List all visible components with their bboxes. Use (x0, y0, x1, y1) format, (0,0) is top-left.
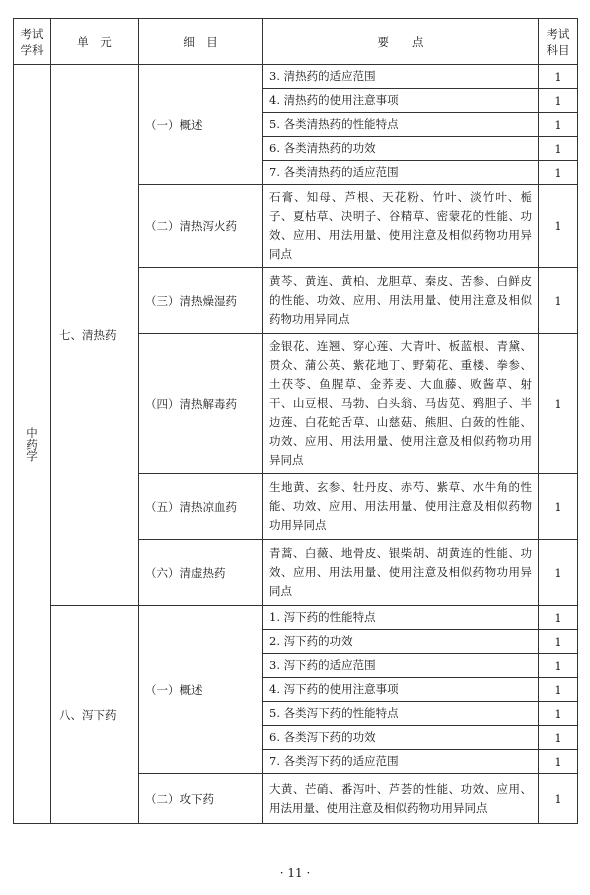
detail-cell: （四）清热解毒药 (139, 334, 263, 474)
count-cell: 1 (539, 113, 578, 137)
header-count: 考试科目 (539, 19, 578, 65)
point-cell: 5. 各类清热药的性能特点 (263, 113, 539, 137)
header-subject: 考试学科 (14, 19, 51, 65)
count-cell: 1 (539, 540, 578, 606)
detail-cell: （五）清热凉血药 (139, 474, 263, 540)
header-detail: 细 目 (139, 19, 263, 65)
count-cell: 1 (539, 161, 578, 185)
table-row (14, 606, 578, 630)
point-cell: 黄芩、黄连、黄柏、龙胆草、秦皮、苦参、白鲜皮的性能、功效、应用、用法用量、使用注意及相似药物功用异同点 (263, 268, 539, 334)
detail-cell: （一）概述 (139, 606, 263, 774)
syllabus-table (13, 18, 578, 824)
point-cell: 6. 各类清热药的功效 (263, 137, 539, 161)
count-cell: 1 (539, 137, 578, 161)
count-cell: 1 (539, 654, 578, 678)
count-cell: 1 (539, 678, 578, 702)
point-cell: 4. 泻下药的使用注意事项 (263, 678, 539, 702)
count-cell: 1 (539, 334, 578, 474)
point-cell: 7. 各类清热药的适应范围 (263, 161, 539, 185)
point-cell: 青蒿、白薇、地骨皮、银柴胡、胡黄连的性能、功效、应用、用法用量、使用注意及相似药物功用异同点 (263, 540, 539, 606)
count-cell: 1 (539, 474, 578, 540)
header-row (14, 19, 578, 65)
point-cell: 2. 泻下药的功效 (263, 630, 539, 654)
page-number: · 11 · (279, 866, 311, 880)
count-cell: 1 (539, 268, 578, 334)
count-cell: 1 (539, 65, 578, 89)
point-cell: 5. 各类泻下药的性能特点 (263, 702, 539, 726)
point-cell: 生地黄、玄参、牡丹皮、赤芍、紫草、水牛角的性能、功效、应用、用法用量、使用注意及相似药物功用异同点 (263, 474, 539, 540)
count-cell: 1 (539, 774, 578, 824)
header-unit: 单 元 (51, 19, 139, 65)
count-cell: 1 (539, 185, 578, 268)
detail-cell: （二）清热泻火药 (139, 185, 263, 268)
point-cell: 石膏、知母、芦根、天花粉、竹叶、淡竹叶、栀子、夏枯草、决明子、谷精草、密蒙花的性能、功效、应用、用法用量、使用注意及相似药物功用异同点 (263, 185, 539, 268)
detail-cell: （二）攻下药 (139, 774, 263, 824)
table-row (14, 65, 578, 89)
count-cell: 1 (539, 702, 578, 726)
count-cell: 1 (539, 630, 578, 654)
header-points: 要 点 (263, 19, 539, 65)
point-cell: 3. 清热药的适应范围 (263, 65, 539, 89)
count-cell: 1 (539, 89, 578, 113)
point-cell: 7. 各类泻下药的适应范围 (263, 750, 539, 774)
point-cell: 3. 泻下药的适应范围 (263, 654, 539, 678)
detail-cell: （六）清虚热药 (139, 540, 263, 606)
detail-cell: （三）清热燥湿药 (139, 268, 263, 334)
count-cell: 1 (539, 606, 578, 630)
point-cell: 1. 泻下药的性能特点 (263, 606, 539, 630)
point-cell: 4. 清热药的使用注意事项 (263, 89, 539, 113)
subject-cell: 中药学 (14, 65, 51, 824)
table-body (14, 65, 578, 824)
count-cell: 1 (539, 750, 578, 774)
detail-cell: （一）概述 (139, 65, 263, 185)
count-cell: 1 (539, 726, 578, 750)
point-cell: 大黄、芒硝、番泻叶、芦荟的性能、功效、应用、用法用量、使用注意及相似药物功用异同点 (263, 774, 539, 824)
unit-cell: 八、泻下药 (51, 606, 139, 824)
point-cell: 金银花、连翘、穿心莲、大青叶、板蓝根、青黛、贯众、蒲公英、紫花地丁、野菊花、重楼、拳参、土茯苓、鱼腥草、金荞麦、大血藤、败酱草、射干、山豆根、马勃、白头翁、马齿苋、鸦胆子、半边莲、白花蛇舌草、山慈菇、熊胆、白蔹的性能、功效、应用、用法用量、使用注意及相似药物功用异同点 (263, 334, 539, 474)
unit-cell: 七、清热药 (51, 65, 139, 606)
point-cell: 6. 各类泻下药的功效 (263, 726, 539, 750)
